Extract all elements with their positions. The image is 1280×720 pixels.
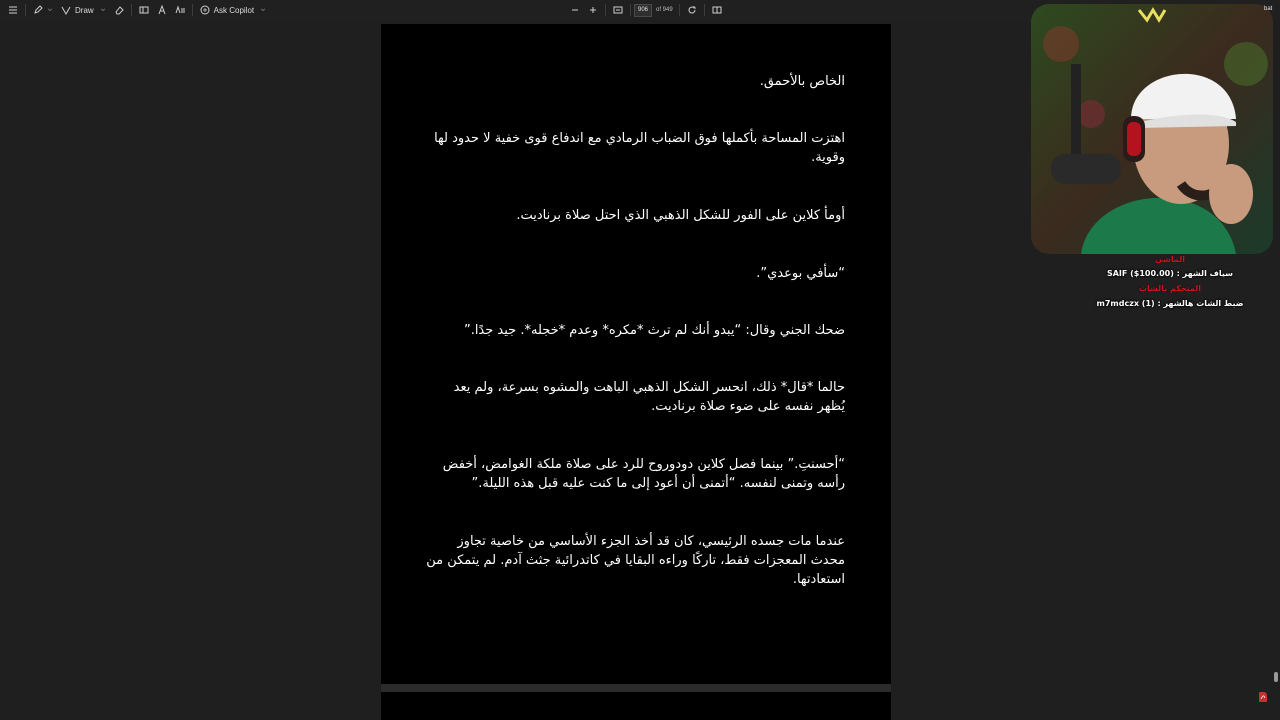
pdf-icon xyxy=(1258,691,1268,703)
fit-page-button[interactable] xyxy=(609,1,627,19)
zoom-out-button[interactable] xyxy=(566,1,584,19)
rotate-icon xyxy=(687,5,697,15)
highlight-button[interactable] xyxy=(29,1,57,19)
page-paragraph: عندما مات جسده الرئيسي، كان قد أخذ الجزء الأساسي من خاصية تجاوز محدث المعجزات فقط، تاركًا وراءه البقايا في كاتدرائية جثث آدم. لم يتمكن من استعادتها. xyxy=(426,534,845,587)
list-icon xyxy=(8,5,18,15)
rotate-button[interactable] xyxy=(683,1,701,19)
read-aloud-button[interactable] xyxy=(171,1,189,19)
divider xyxy=(630,4,631,16)
webcam-overlay xyxy=(1031,4,1273,254)
divider xyxy=(605,4,606,16)
overlay-red-line-2: المتحكم بالشات xyxy=(1138,284,1202,293)
page-view-button[interactable] xyxy=(708,1,726,19)
text-button[interactable] xyxy=(153,1,171,19)
document-page-next xyxy=(381,692,891,720)
ask-copilot-label: Ask Copilot xyxy=(213,5,255,15)
page-paragraph: “سأفي بوعدي”. xyxy=(756,266,845,281)
page-navigation xyxy=(566,0,726,20)
copilot-icon xyxy=(200,5,210,15)
page-view-icon xyxy=(712,5,722,15)
draw-icon xyxy=(61,5,71,15)
read-aloud-icon xyxy=(175,5,185,15)
highlighter-icon xyxy=(33,5,43,15)
eraser-icon xyxy=(114,5,124,15)
plus-icon xyxy=(588,5,598,15)
draw-button[interactable] xyxy=(57,1,110,19)
divider xyxy=(192,4,193,16)
page-number-input[interactable]: 906 xyxy=(634,4,652,17)
fit-page-icon xyxy=(613,5,623,15)
zoom-in-button[interactable] xyxy=(584,1,602,19)
divider xyxy=(131,4,132,16)
supporter-of-month: سياف الشهر : SAIF ($100.00) xyxy=(1106,269,1234,278)
webcam-image xyxy=(1031,4,1273,254)
text-icon xyxy=(157,5,167,15)
page-paragraph: “أحسنتِ.” بينما فصل كلاين دودوروح للرد على صلاة ملكة الغوامض، أخفض رأسه وتمنى لنفسه. “أتمنى أن أعود إلى ما كنت عليه قبل هذه الليلة.” xyxy=(442,457,845,491)
divider xyxy=(25,4,26,16)
textbox-icon xyxy=(139,5,149,15)
page-paragraph: أومأ كلاين على الفور للشكل الذهبي الذي احتل صلاة برناديت. xyxy=(516,208,845,223)
page-paragraph: اهتزت المساحة بأكملها فوق الضباب الرمادي مع اندفاع قوى خفية لا حدود لها وقوية. xyxy=(434,131,845,165)
page-separator xyxy=(381,684,891,692)
contents-button[interactable] xyxy=(4,1,22,19)
chevron-down-icon xyxy=(47,7,53,13)
chevron-down-icon xyxy=(260,7,266,13)
page-paragraph: الخاص بالأحمق. xyxy=(759,74,845,89)
corner-text: bat xyxy=(1264,6,1273,12)
page-paragraph: حالما *قال* ذلك، انحسر الشكل الذهبي الباهت والمشوه بسرعة، ولم يعد يُظهر نفسه على ضوء صلاة برناديت. xyxy=(453,380,845,414)
divider xyxy=(704,4,705,16)
overlay-red-line: الماشي xyxy=(1154,255,1186,264)
divider xyxy=(679,4,680,16)
scrollbar-thumb[interactable] xyxy=(1274,672,1278,682)
page-total: of 949 xyxy=(656,7,673,13)
draw-label: Draw xyxy=(75,5,94,15)
page-paragraph: ضحك الجني وقال: “يبدو أنك لم ترث *مكره* وعدم *خجله*. جيد جدًا.” xyxy=(463,323,845,338)
eraser-button[interactable] xyxy=(110,1,128,19)
minus-icon xyxy=(570,5,580,15)
document-page xyxy=(381,24,891,684)
ask-copilot-button[interactable] xyxy=(196,1,270,19)
chat-moderator-of-month: ضبط الشات هالشهر : m7mdczx (1) xyxy=(1096,299,1244,308)
textbox-button[interactable] xyxy=(135,1,153,19)
chevron-down-icon xyxy=(100,7,106,13)
